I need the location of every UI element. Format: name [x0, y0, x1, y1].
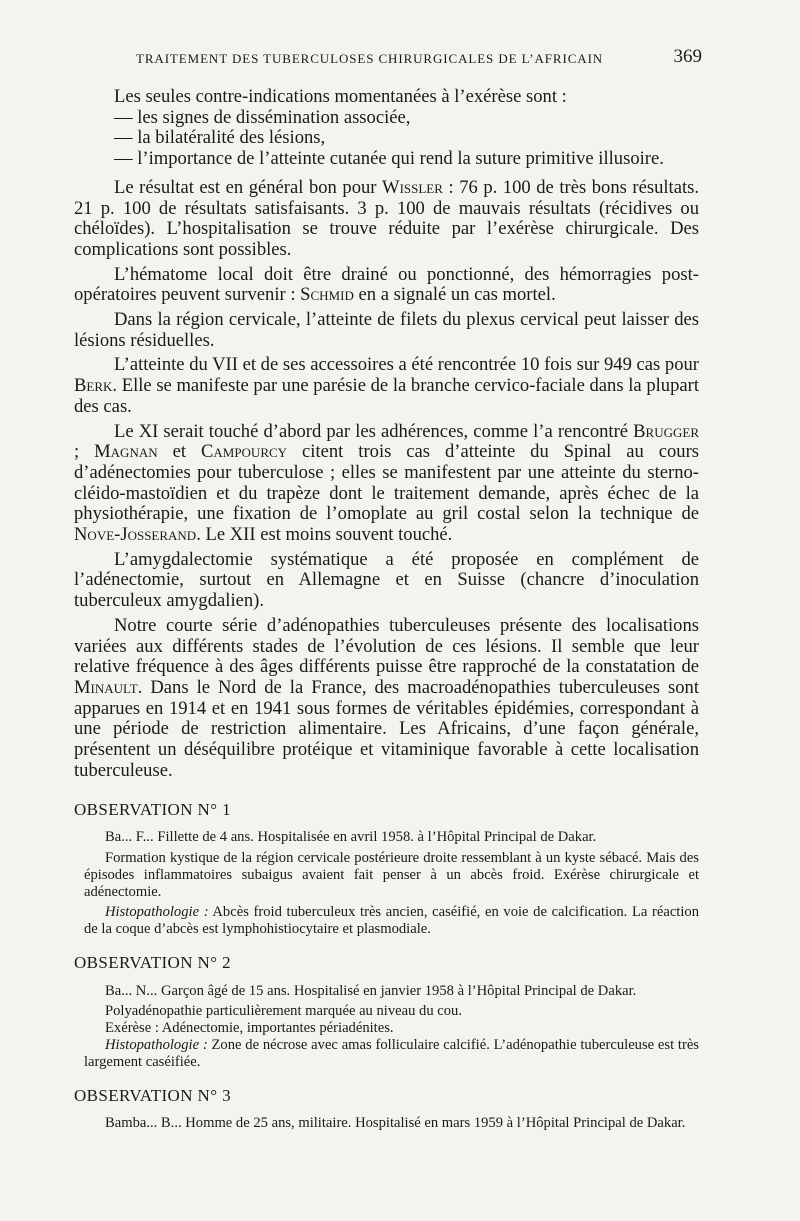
contraindications-intro: Les seules contre-indications momentanées à l’exérèse sont : [114, 86, 567, 107]
observation-clinical: Polyadénopathie particulièrement marquée au niveau du cou. [105, 1003, 463, 1020]
author-name: Schmid [300, 284, 354, 306]
observation-histopathology: Histopathologie : Zone de nécrose avec amas folliculaire calcifié. L’adénopathie tuberculeuse est très largement caséifiée. [84, 1037, 699, 1070]
observation-patient: Bamba... B... Homme de 25 ans, militaire. Hospitalisé en mars 1959 à l’Hôpital Principal de Dakar. [105, 1115, 686, 1132]
contraindication-item: — les signes de dissémination associée, [114, 106, 411, 128]
page-number: 369 [673, 46, 702, 67]
author-name: Wissler [382, 176, 443, 198]
body-text [74, 87, 699, 1132]
observation-heading: OBSERVATION N° 1 [74, 799, 231, 819]
observation-heading: OBSERVATION N° 2 [74, 952, 231, 972]
observation-patient: Ba... F... Fillette de 4 ans. Hospitalisée en avril 1958. à l’Hôpital Principal de Dakar. [105, 829, 597, 846]
author-name: Brugger [633, 420, 699, 442]
paragraph-nerve-vii: L’atteinte du VII et de ses accessoires a été rencontrée 10 fois sur 949 cas pour Berk. Elle se manifeste par une parésie de la branche cervico-faciale dans la plupart des cas. [74, 354, 699, 417]
observation-histopathology: Histopathologie : Abcès froid tuberculeux très ancien, caséifié, en voie de calcification. La réaction de la coque d’abcès est lymphohistiocytaire et plasmodiale. [84, 904, 700, 938]
paragraph-series: Notre courte série d’adénopathies tuberculeuses présente des localisations variées aux différents stades de l’évolution de ces lésions. Il semble que leur relative fréquence à des âges différents puisse être rapproché de la constatation de Minault. Dans le Nord de la France, des macroadénopathies tuberculeuses sont apparues en 1914 et en 1941 sous formes de véritables épidémies, correspondant à une période de restriction alimentaire. Les Africains, d’une façon générale, présentent un déséquilibre protéique et vitaminique favorable à cette localisation tuberculeuse. [74, 614, 699, 781]
running-title: TRAITEMENT DES TUBERCULOSES CHIRURGICALES DE L’AFRICAIN [136, 51, 604, 66]
author-name: Berk [74, 375, 113, 397]
paragraph-hematoma: L’hématome local doit être drainé ou ponctionné, des hémorragies post-opératoires peuvent survenir : Schmid en a signalé un cas mortel. [74, 263, 699, 306]
observation-body [84, 829, 699, 938]
paragraph-cervical: Dans la région cervicale, l’atteinte de filets du plexus cervical peut laisser des lésions résiduelles. [74, 309, 699, 351]
observation-body [84, 1115, 699, 1132]
observation-surgery: Exérèse : Adénectomie, importantes périadénites. [105, 1020, 394, 1037]
paragraph-amygdalectomy: L’amygdalectomie systématique a été proposée en complément de l’adénectomie, surtout en Allemagne et en Suisse (chancre d’inoculation tuberculeux amygdalien). [74, 548, 699, 612]
observation-heading: OBSERVATION N° 3 [74, 1085, 231, 1105]
observation-body [84, 983, 699, 1071]
author-name: Campourcy [200, 441, 288, 463]
observation-patient: Ba... N... Garçon âgé de 15 ans. Hospitalisé en janvier 1958 à l’Hôpital Principal de Dakar. [105, 982, 637, 999]
paragraph-results: Le résultat est en général bon pour Wissler : 76 p. 100 de très bons résultats. 21 p. 100 de résultats satisfaisants. 3 p. 100 de mauvais résultats (récidives ou chéloïdes). L’hospitalisation se trouve réduite par l’exérèse chirurgicale. Des complications sont possibles. [74, 176, 700, 260]
author-name: Minault [74, 676, 138, 698]
running-header [136, 46, 702, 72]
contraindication-item: — l’importance de l’atteinte cutanée qui rend la suture primitive illusoire. [114, 148, 664, 170]
author-name: Magnan [94, 441, 158, 463]
observation-clinical: Formation kystique de la région cervicale postérieure droite ressemblant à un kyste sébacé. Mais des épisodes inflammatoires subaigus avaient fait penser à un abcès froid. Exérèse chirurgicale et adénectomie. [84, 850, 699, 900]
author-name: Nove-Josserand [74, 524, 197, 546]
paragraph-nerve-xi: Le XI serait touché d’abord par les adhérences, comme l’a rencontré Brugger ; Magnan et Campourcy citent trois cas d’atteinte du Spinal au cours d’adénectomies pour tuberculose ; elles se manifestent par une atteinte du sterno-cléido-mastoïdien et du trapèze dont le traitement demande, après échec de la physiothérapie, une fixation de l’omoplate au gril costal selon la technique de Nove-Josserand. Le XII est moins souvent touché. [74, 420, 699, 546]
contraindication-item: — la bilatéralité des lésions, [114, 127, 326, 149]
